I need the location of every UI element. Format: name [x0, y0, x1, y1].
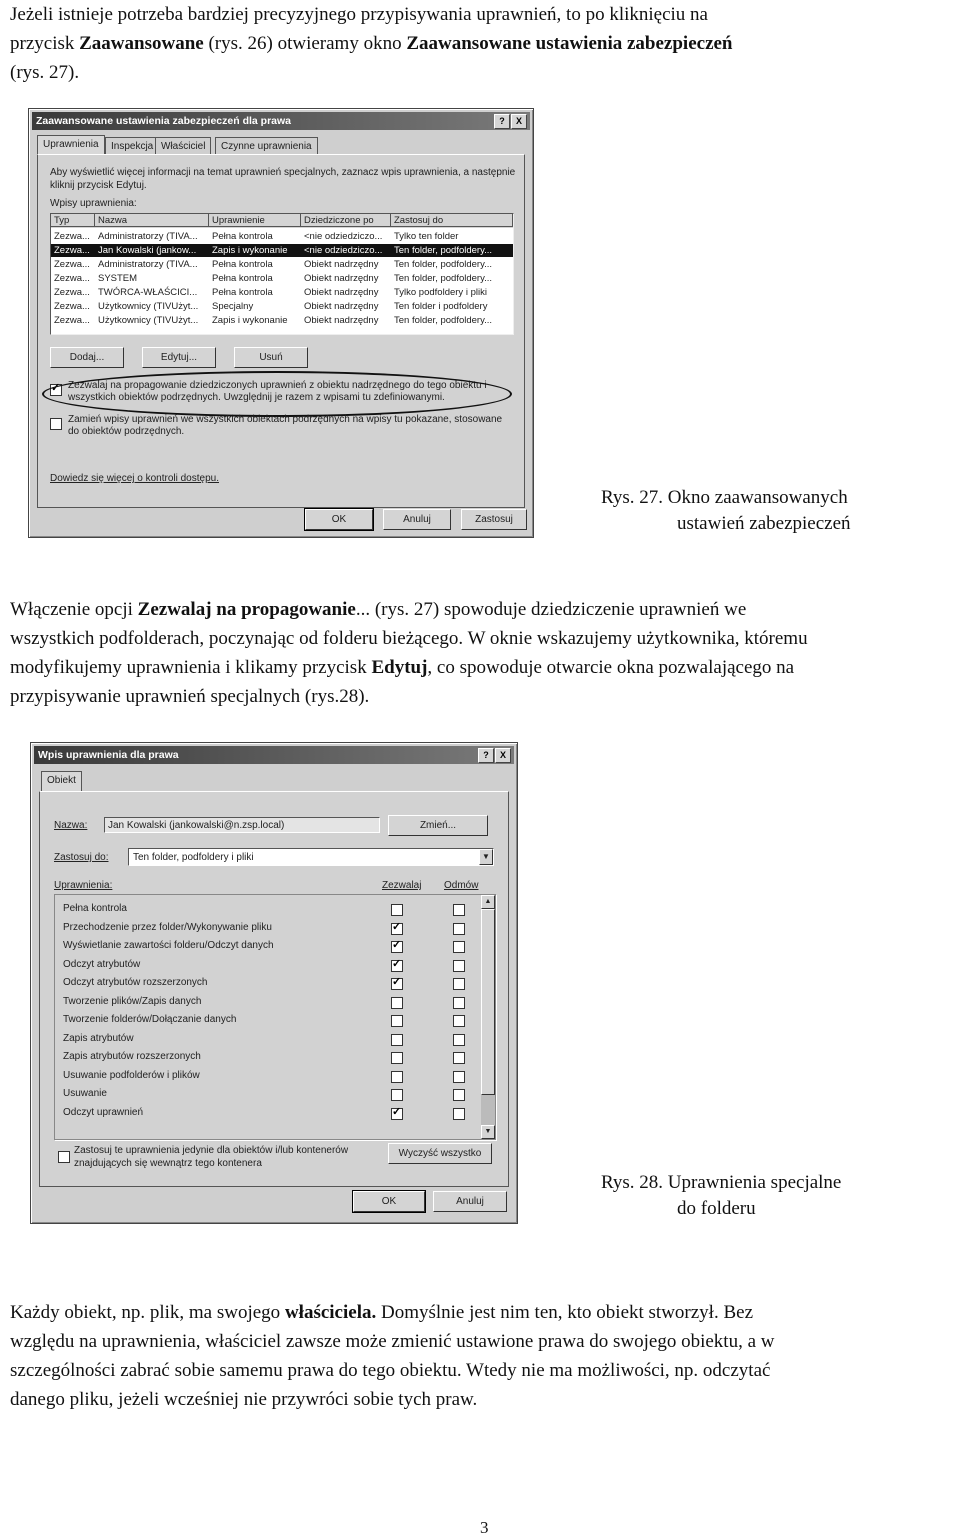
dialog-title: Wpis uprawnienia dla prawa: [38, 749, 179, 761]
change-button[interactable]: Zmień...: [388, 815, 488, 836]
name-field[interactable]: Jan Kowalski (jankowalski@n.zsp.local): [104, 817, 380, 833]
row-name: Jan Kowalski (jankow...: [98, 245, 197, 256]
name-label: Nazwa:: [54, 820, 88, 831]
apply-inside-label-2: znajdujących się wewnątrz tego kontenera: [74, 1158, 262, 1169]
help-icon[interactable]: ?: [494, 114, 510, 129]
row-inherited-from: <nie odziedziczo...: [304, 245, 383, 256]
object-panel: [39, 791, 509, 1187]
ok-button[interactable]: OK: [305, 509, 373, 530]
tab-owner[interactable]: Właściciel: [155, 137, 211, 155]
row-name: Administratorzy (TIVA...: [98, 259, 198, 270]
permission-name: Usuwanie: [63, 1088, 107, 1099]
row-type: Zezwa...: [54, 287, 90, 298]
row-inherited-from: Obiekt nadrzędny: [304, 315, 379, 326]
row-permission: Specjalny: [212, 301, 254, 312]
permission-name: Zapis atrybutów rozszerzonych: [63, 1051, 201, 1062]
tab-auditing[interactable]: Inspekcja: [105, 137, 159, 155]
mid-line-4: przypisywanie uprawnień specjalnych (rys.28).: [10, 686, 370, 707]
info-text-line-2: kliknij przycisk Edytuj.: [50, 180, 147, 191]
replace-entries-checkbox[interactable]: [50, 418, 62, 430]
permissions-panel: [37, 154, 525, 508]
row-apply-to: Tylko podfoldery i pliki: [394, 287, 487, 298]
remove-button[interactable]: Usuń: [234, 347, 308, 368]
deny-checkbox[interactable]: [453, 978, 465, 990]
row-name: SYSTEM: [98, 273, 138, 284]
figure-27-caption-line-1: Rys. 27. Okno zaawansowanych: [601, 487, 848, 508]
outro-line-4: danego pliku, jeżeli wcześniej nie przywróci sobie tych praw.: [10, 1389, 478, 1410]
help-icon[interactable]: ?: [478, 748, 494, 763]
row-type: Zezwa...: [54, 301, 90, 312]
permission-name: Usuwanie podfolderów i plików: [63, 1069, 200, 1081]
dialog-title: Zaawansowane ustawienia zabezpieczeń dla prawa: [36, 115, 292, 127]
figure-28-caption: [601, 1170, 841, 1222]
dialog-titlebar: [32, 112, 530, 130]
outro-line-3: szczególności zabrać sobie samemu prawa do tego obiektu. Wtedy nie ma możliwości, np. odczytać: [10, 1360, 771, 1381]
chevron-down-icon[interactable]: ▼: [479, 849, 493, 865]
row-permission: Zapis i wykonanie: [212, 245, 288, 256]
page-number: 3: [480, 1518, 489, 1537]
scroll-thumb[interactable]: [481, 909, 495, 1095]
apply-inside-container-checkbox[interactable]: [58, 1151, 70, 1163]
intro-line-3: (rys. 27).: [10, 62, 80, 83]
row-inherited-from: Obiekt nadrzędny: [304, 287, 379, 298]
row-apply-to: Ten folder, podfoldery...: [394, 245, 493, 256]
info-text-line-1: Aby wyświetlić więcej informacji na temat uprawnień specjalnych, zaznacz wpis uprawnienia, a następnie: [50, 167, 516, 178]
column-header-name[interactable]: Nazwa: [95, 214, 209, 227]
mid-line-2: wszystkich podfolderach, poczynając od folderu bieżącego. W oknie wskazujemy użytkownika, któremu: [10, 628, 808, 649]
scroll-up-icon[interactable]: ▲: [481, 895, 495, 909]
mid-text: Włączenie opcji: [10, 599, 138, 620]
allow-checkbox[interactable]: [391, 1015, 403, 1027]
allow-checkbox[interactable]: [391, 1052, 403, 1064]
figure-27-caption-line-2: ustawień zabezpieczeń: [677, 513, 851, 534]
table-row[interactable]: [51, 314, 513, 327]
table-row[interactable]: [51, 272, 513, 285]
allow-checkbox[interactable]: [391, 941, 403, 953]
highlight-ellipse: [42, 371, 512, 417]
scroll-down-icon[interactable]: ▼: [481, 1125, 495, 1139]
close-icon[interactable]: X: [495, 748, 511, 763]
deny-checkbox[interactable]: [453, 1071, 465, 1083]
permissions-scrollbar[interactable]: [481, 895, 495, 1139]
permission-name: Odczyt atrybutów: [63, 958, 141, 970]
outro-text: Domyślnie jest nim ten, kto obiekt stworzył. Bez: [376, 1302, 753, 1323]
row-name: Administratorzy (TIVA...: [98, 231, 198, 242]
row-name: Użytkownicy (TIVUżyt...: [98, 301, 199, 312]
row-inherited-from: Obiekt nadrzędny: [304, 301, 379, 312]
permission-name: Tworzenie folderów/Dołączanie danych: [63, 1014, 237, 1025]
ok-button[interactable]: OK: [353, 1191, 425, 1212]
allow-checkbox[interactable]: [391, 923, 403, 935]
row-permission: Pełna kontrola: [212, 231, 273, 242]
permissions-label: Uprawnienia:: [54, 880, 113, 891]
allow-checkbox[interactable]: [391, 1071, 403, 1083]
intro-line-1: Jeżeli istnieje potrzeba bardziej precyzyjnego przypisywania uprawnień, to po kliknięciu na: [10, 4, 708, 25]
apply-inside-label-1: Zastosuj te uprawnienia jedynie dla obiektów i/lub kontenerów: [74, 1145, 349, 1156]
apply-to-select[interactable]: [128, 848, 494, 866]
apply-to-value: Ten folder, podfoldery i pliki: [133, 852, 254, 863]
row-type: Zezwa...: [54, 273, 90, 284]
row-permission: Pełna kontrola: [212, 273, 273, 284]
row-type: Zezwa...: [54, 231, 90, 242]
deny-checkbox[interactable]: [453, 923, 465, 935]
allow-checkbox[interactable]: [391, 978, 403, 990]
row-inherited-from: <nie odziedziczo...: [304, 231, 383, 242]
figure-28-caption-line-1: Rys. 28. Uprawnienia specjalne: [601, 1172, 842, 1193]
intro-text: przycisk: [10, 33, 80, 54]
add-button[interactable]: Dodaj...: [50, 347, 124, 368]
table-row[interactable]: [51, 286, 513, 299]
deny-checkbox[interactable]: [453, 960, 465, 972]
row-permission: Zapis i wykonanie: [212, 315, 288, 326]
row-apply-to: Ten folder i podfoldery: [394, 301, 488, 312]
clear-all-button[interactable]: Wyczyść wszystko: [388, 1143, 492, 1164]
deny-checkbox[interactable]: [453, 1089, 465, 1101]
intro-bold-window-name: Zaawansowane ustawienia zabezpieczeń: [406, 33, 733, 54]
row-apply-to: Ten folder, podfoldery...: [394, 273, 493, 284]
row-apply-to: Tylko ten folder: [394, 231, 459, 242]
mid-line-1: [10, 595, 746, 624]
tab-permissions[interactable]: Uprawnienia: [37, 135, 105, 155]
deny-checkbox[interactable]: [453, 941, 465, 953]
permission-name: Wyświetlanie zawartości folderu/Odczyt danych: [63, 940, 274, 951]
permission-name: Zapis atrybutów: [63, 1032, 134, 1044]
allow-column-header: Zezwalaj: [382, 880, 422, 891]
deny-checkbox[interactable]: [453, 1052, 465, 1064]
row-name: Użytkownicy (TIVUżyt...: [98, 315, 199, 326]
tab-object[interactable]: Obiekt: [41, 771, 82, 791]
access-control-help-link[interactable]: Dowiedz się więcej o kontroli dostępu.: [50, 473, 219, 484]
permissions-list: [54, 894, 496, 1140]
deny-checkbox[interactable]: [453, 1108, 465, 1120]
row-permission: Pełna kontrola: [212, 287, 273, 298]
apply-to-label: Zastosuj do:: [54, 852, 109, 863]
replace-entries-label-2: do obiektów podrzędnych.: [68, 426, 185, 437]
close-icon[interactable]: X: [511, 114, 527, 129]
row-inherited-from: Obiekt nadrzędny: [304, 273, 379, 284]
permission-name: Tworzenie plików/Zapis danych: [63, 995, 202, 1007]
dialog-titlebar: [34, 746, 514, 764]
permission-name: Odczyt atrybutów rozszerzonych: [63, 977, 208, 988]
cancel-button[interactable]: Anuluj: [383, 509, 451, 530]
figure-27-caption: [601, 485, 851, 537]
outro-text: Każdy obiekt, np. plik, ma swojego: [10, 1302, 285, 1323]
mid-text: modyfikujemy uprawnienia i klikamy przycisk: [10, 657, 372, 678]
allow-checkbox[interactable]: [391, 1108, 403, 1120]
permission-name: Pełna kontrola: [63, 903, 127, 914]
allow-inheritance-label-1: Zezwalaj na propagowanie dziedziczonych uprawnień z obiektu nadrzędnego do tego obiektu i: [68, 380, 487, 391]
deny-checkbox[interactable]: [453, 997, 465, 1009]
row-apply-to: Ten folder, podfoldery...: [394, 315, 493, 326]
permission-entry-dialog: [30, 742, 518, 1224]
deny-checkbox[interactable]: [453, 1015, 465, 1027]
intro-bold-advanced: Zaawansowane: [79, 33, 204, 54]
intro-line-2: [10, 29, 733, 58]
mid-text: , co spowoduje otwarcie okna pozwalającego na: [427, 657, 795, 678]
allow-checkbox[interactable]: [391, 1034, 403, 1046]
column-header-type[interactable]: Typ: [51, 214, 95, 227]
mid-bold-edit: Edytuj: [371, 657, 428, 678]
allow-checkbox[interactable]: [391, 997, 403, 1009]
mid-bold-option: Zezwalaj na propagowanie: [137, 599, 356, 620]
allow-inheritance-label-2: wszystkich obiektów podrzędnych. Uwzględnij je razem z wpisami tu zdefiniowanymi.: [68, 392, 445, 403]
row-type: Zezwa...: [54, 259, 90, 270]
mid-text: ... (rys. 27) spowoduje dziedziczenie uprawnień we: [355, 599, 747, 620]
figure-28-caption-line-2: do folderu: [677, 1198, 756, 1219]
edit-button[interactable]: Edytuj...: [142, 347, 216, 368]
permission-name: Przechodzenie przez folder/Wykonywanie pliku: [63, 921, 272, 933]
permission-name: Odczyt uprawnień: [63, 1106, 144, 1118]
intro-text: (rys. 26) otwieramy okno: [203, 33, 407, 54]
column-header-apply-to[interactable]: Zastosuj do: [391, 214, 513, 227]
outro-bold-owner: właściciela.: [284, 1302, 377, 1323]
apply-button[interactable]: Zastosuj: [461, 509, 527, 530]
cancel-button[interactable]: Anuluj: [433, 1191, 507, 1212]
row-type: Zezwa...: [54, 245, 90, 256]
list-header: [51, 214, 513, 228]
table-row[interactable]: [51, 244, 513, 257]
row-apply-to: Ten folder, podfoldery...: [394, 259, 493, 270]
tab-effective-permissions[interactable]: Czynne uprawnienia: [215, 137, 318, 155]
column-header-permission[interactable]: Uprawnienie: [209, 214, 301, 227]
advanced-security-dialog: [28, 108, 534, 538]
row-type: Zezwa...: [54, 315, 90, 326]
table-row[interactable]: [51, 300, 513, 313]
table-row[interactable]: [51, 230, 513, 243]
permission-entries-list: [50, 213, 514, 335]
row-inherited-from: Obiekt nadrzędny: [304, 259, 379, 270]
deny-column-header: Odmów: [444, 880, 479, 891]
deny-checkbox[interactable]: [453, 904, 465, 916]
row-permission: Pełna kontrola: [212, 259, 273, 270]
row-name: TWÓRCA-WŁAŚCICI...: [98, 287, 198, 298]
column-header-inherited-from[interactable]: Dziedziczone po: [301, 214, 391, 227]
outro-line-2: względu na uprawnienia, właściciel zawsze może zmienić ustawione prawa do swojego obiektu, a w: [10, 1331, 775, 1352]
allow-checkbox[interactable]: [391, 1089, 403, 1101]
replace-entries-label-1: Zamień wpisy uprawnień we wszystkich obiektach podrzędnych na wpisy tu pokazane, stosowane: [68, 414, 503, 425]
mid-line-3: [10, 653, 794, 682]
outro-line-1: [10, 1298, 753, 1327]
table-row[interactable]: [51, 258, 513, 271]
allow-checkbox[interactable]: [391, 960, 403, 972]
allow-checkbox[interactable]: [391, 904, 403, 916]
deny-checkbox[interactable]: [453, 1034, 465, 1046]
list-label: Wpisy uprawnienia:: [50, 198, 137, 209]
